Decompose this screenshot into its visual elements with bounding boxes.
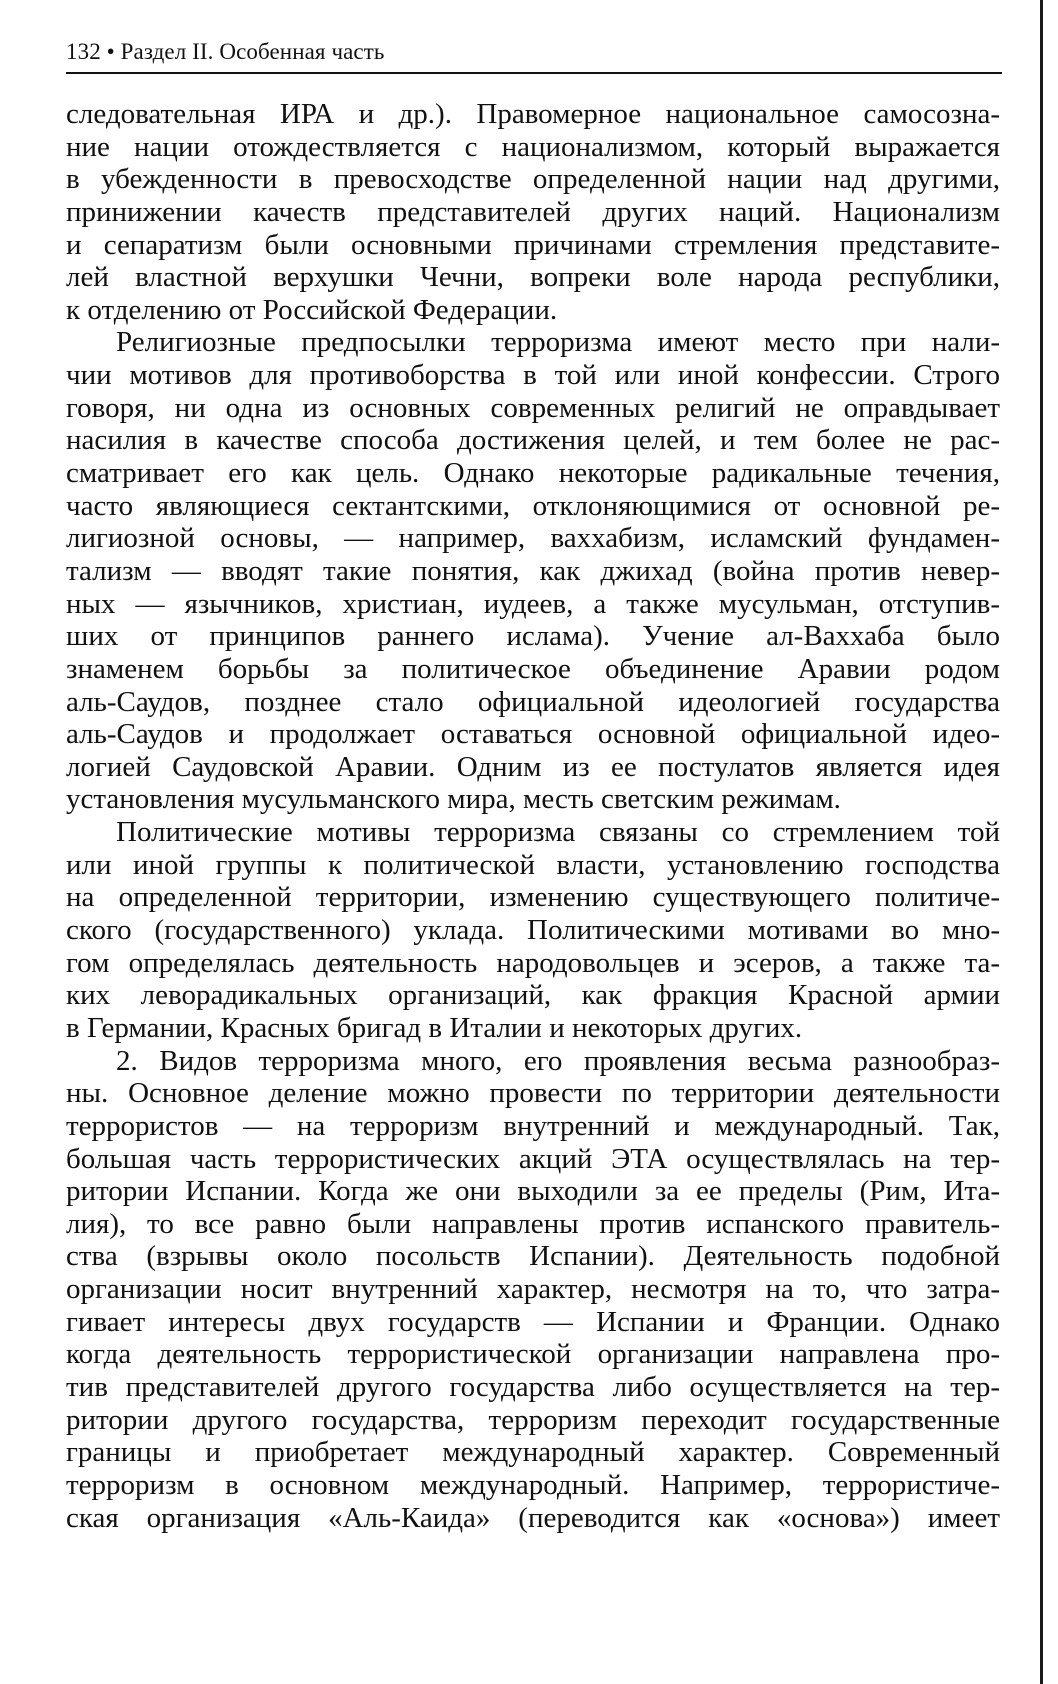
text-line: логией Саудовской Аравии. Одним из ее постулатов является идея: [66, 750, 1000, 783]
text-line: ных — язычников, христиан, иудеев, а также мусульман, отступив-: [66, 587, 1000, 620]
text-line: насилия в качестве способа достижения целей, и тем более не рас-: [66, 424, 1000, 457]
text-line: аль-Саудов и продолжает оставаться основной официальной идео-: [66, 718, 1000, 751]
text-line: ская организация «Аль-Каида» (переводится как «основа») имеет: [66, 1501, 1000, 1534]
text-line: установления мусульманского мира, месть светским режимам.: [66, 783, 841, 816]
paragraph: [66, 816, 1000, 1044]
text-line: лия), то все равно были направлены против испанского правитель-: [66, 1207, 1000, 1240]
text-line: большая часть террористических акций ЭТА осуществлялась на тер-: [66, 1142, 1000, 1175]
text-line: ких леворадикальных организаций, как фракция Красной армии: [66, 979, 1000, 1012]
text-line: 2. Видов терроризма много, его проявления весьма разнообраз-: [116, 1044, 1000, 1077]
header-rule: [66, 72, 1002, 74]
text-line: терроризм в основном международный. Например, террористиче-: [66, 1468, 1000, 1501]
text-line: следовательная ИРА и др.). Правомерное национальное самосозна-: [66, 98, 1000, 130]
text-line: часто являющиеся сектантскими, отклоняющимися от основной ре-: [66, 489, 1000, 522]
body-text: [66, 98, 1000, 1534]
paragraph: [66, 1045, 1000, 1535]
paragraph: [66, 98, 1000, 326]
text-line: на определенной территории, изменению существующего политиче-: [66, 881, 1000, 914]
text-line: в Германии, Красных бригад в Италии и некоторых других.: [66, 1011, 803, 1044]
text-line: сматривает его как цель. Однако некоторые радикальные течения,: [66, 457, 1000, 490]
text-line: тализм — вводят такие понятия, как джихад (война против невер-: [66, 554, 1000, 587]
text-line: террористов — на терроризм внутренний и международный. Так,: [66, 1109, 1000, 1142]
text-line: ритории другого государства, терроризм переходит государственные: [66, 1403, 1000, 1436]
text-line: Религиозные предпосылки терроризма имеют место при нали-: [116, 326, 1000, 359]
text-line: аль-Саудов, позднее стало официальной идеологией государства: [66, 685, 1000, 718]
text-line: ших от принципов раннего ислама). Учение ал-Ваххаба было: [66, 620, 1000, 653]
text-line: к отделению от Российской Федерации.: [66, 293, 558, 326]
text-line: границы и приобретает международный характер. Современный: [66, 1436, 1000, 1469]
text-line: или иной группы к политической власти, установлению господства: [66, 848, 1000, 881]
text-line: лигиозной основы, — например, ваххабизм, исламский фундамен-: [66, 522, 1000, 555]
text-line: когда деятельность террористической организации направлена про-: [66, 1338, 1000, 1371]
text-line: говоря, ни одна из основных современных религий не оправдывает: [66, 391, 1000, 424]
text-line: и сепаратизм были основными причинами стремления представите-: [66, 228, 1000, 261]
text-line: ние нации отождествляется с национализмом, который выражается: [66, 130, 1000, 163]
text-line: ства (взрывы около посольств Испании). Деятельность подобной: [66, 1240, 1000, 1273]
text-line: гивает интересы двух государств — Испании и Франции. Однако: [66, 1305, 1000, 1338]
page-edge-line: [1040, 0, 1043, 1684]
text-line: знаменем борьбы за политическое объединение Аравии родом: [66, 652, 1000, 685]
text-line: Политические мотивы терроризма связаны со стремлением той: [116, 816, 1000, 849]
text-line: принижении качеств представителей других наций. Национализм: [66, 195, 1000, 228]
text-line: ритории Испании. Когда же они выходили за ее пределы (Рим, Ита-: [66, 1175, 1000, 1208]
text-line: в убежденности в превосходстве определенной нации над другими,: [66, 163, 1000, 196]
text-line: ского (государственного) уклада. Политическими мотивами во мно-: [66, 914, 1000, 947]
text-line: организации носит внутренний характер, несмотря на то, что затра-: [66, 1273, 1000, 1306]
text-line: чии мотивов для противоборства в той или иной конфессии. Строго: [66, 359, 1000, 392]
text-line: ны. Основное деление можно провести по территории деятельности: [66, 1077, 1000, 1110]
paragraph: [66, 326, 1000, 816]
running-head: 132 • Раздел II. Особенная часть: [66, 39, 385, 64]
text-line: лей властной верхушки Чечни, вопреки воле народа республики,: [66, 261, 1000, 294]
text-line: тив представителей другого государства либо осуществляется на тер-: [66, 1370, 1000, 1403]
text-line: гом определялась деятельность народовольцев и эсеров, а также та-: [66, 946, 1000, 979]
